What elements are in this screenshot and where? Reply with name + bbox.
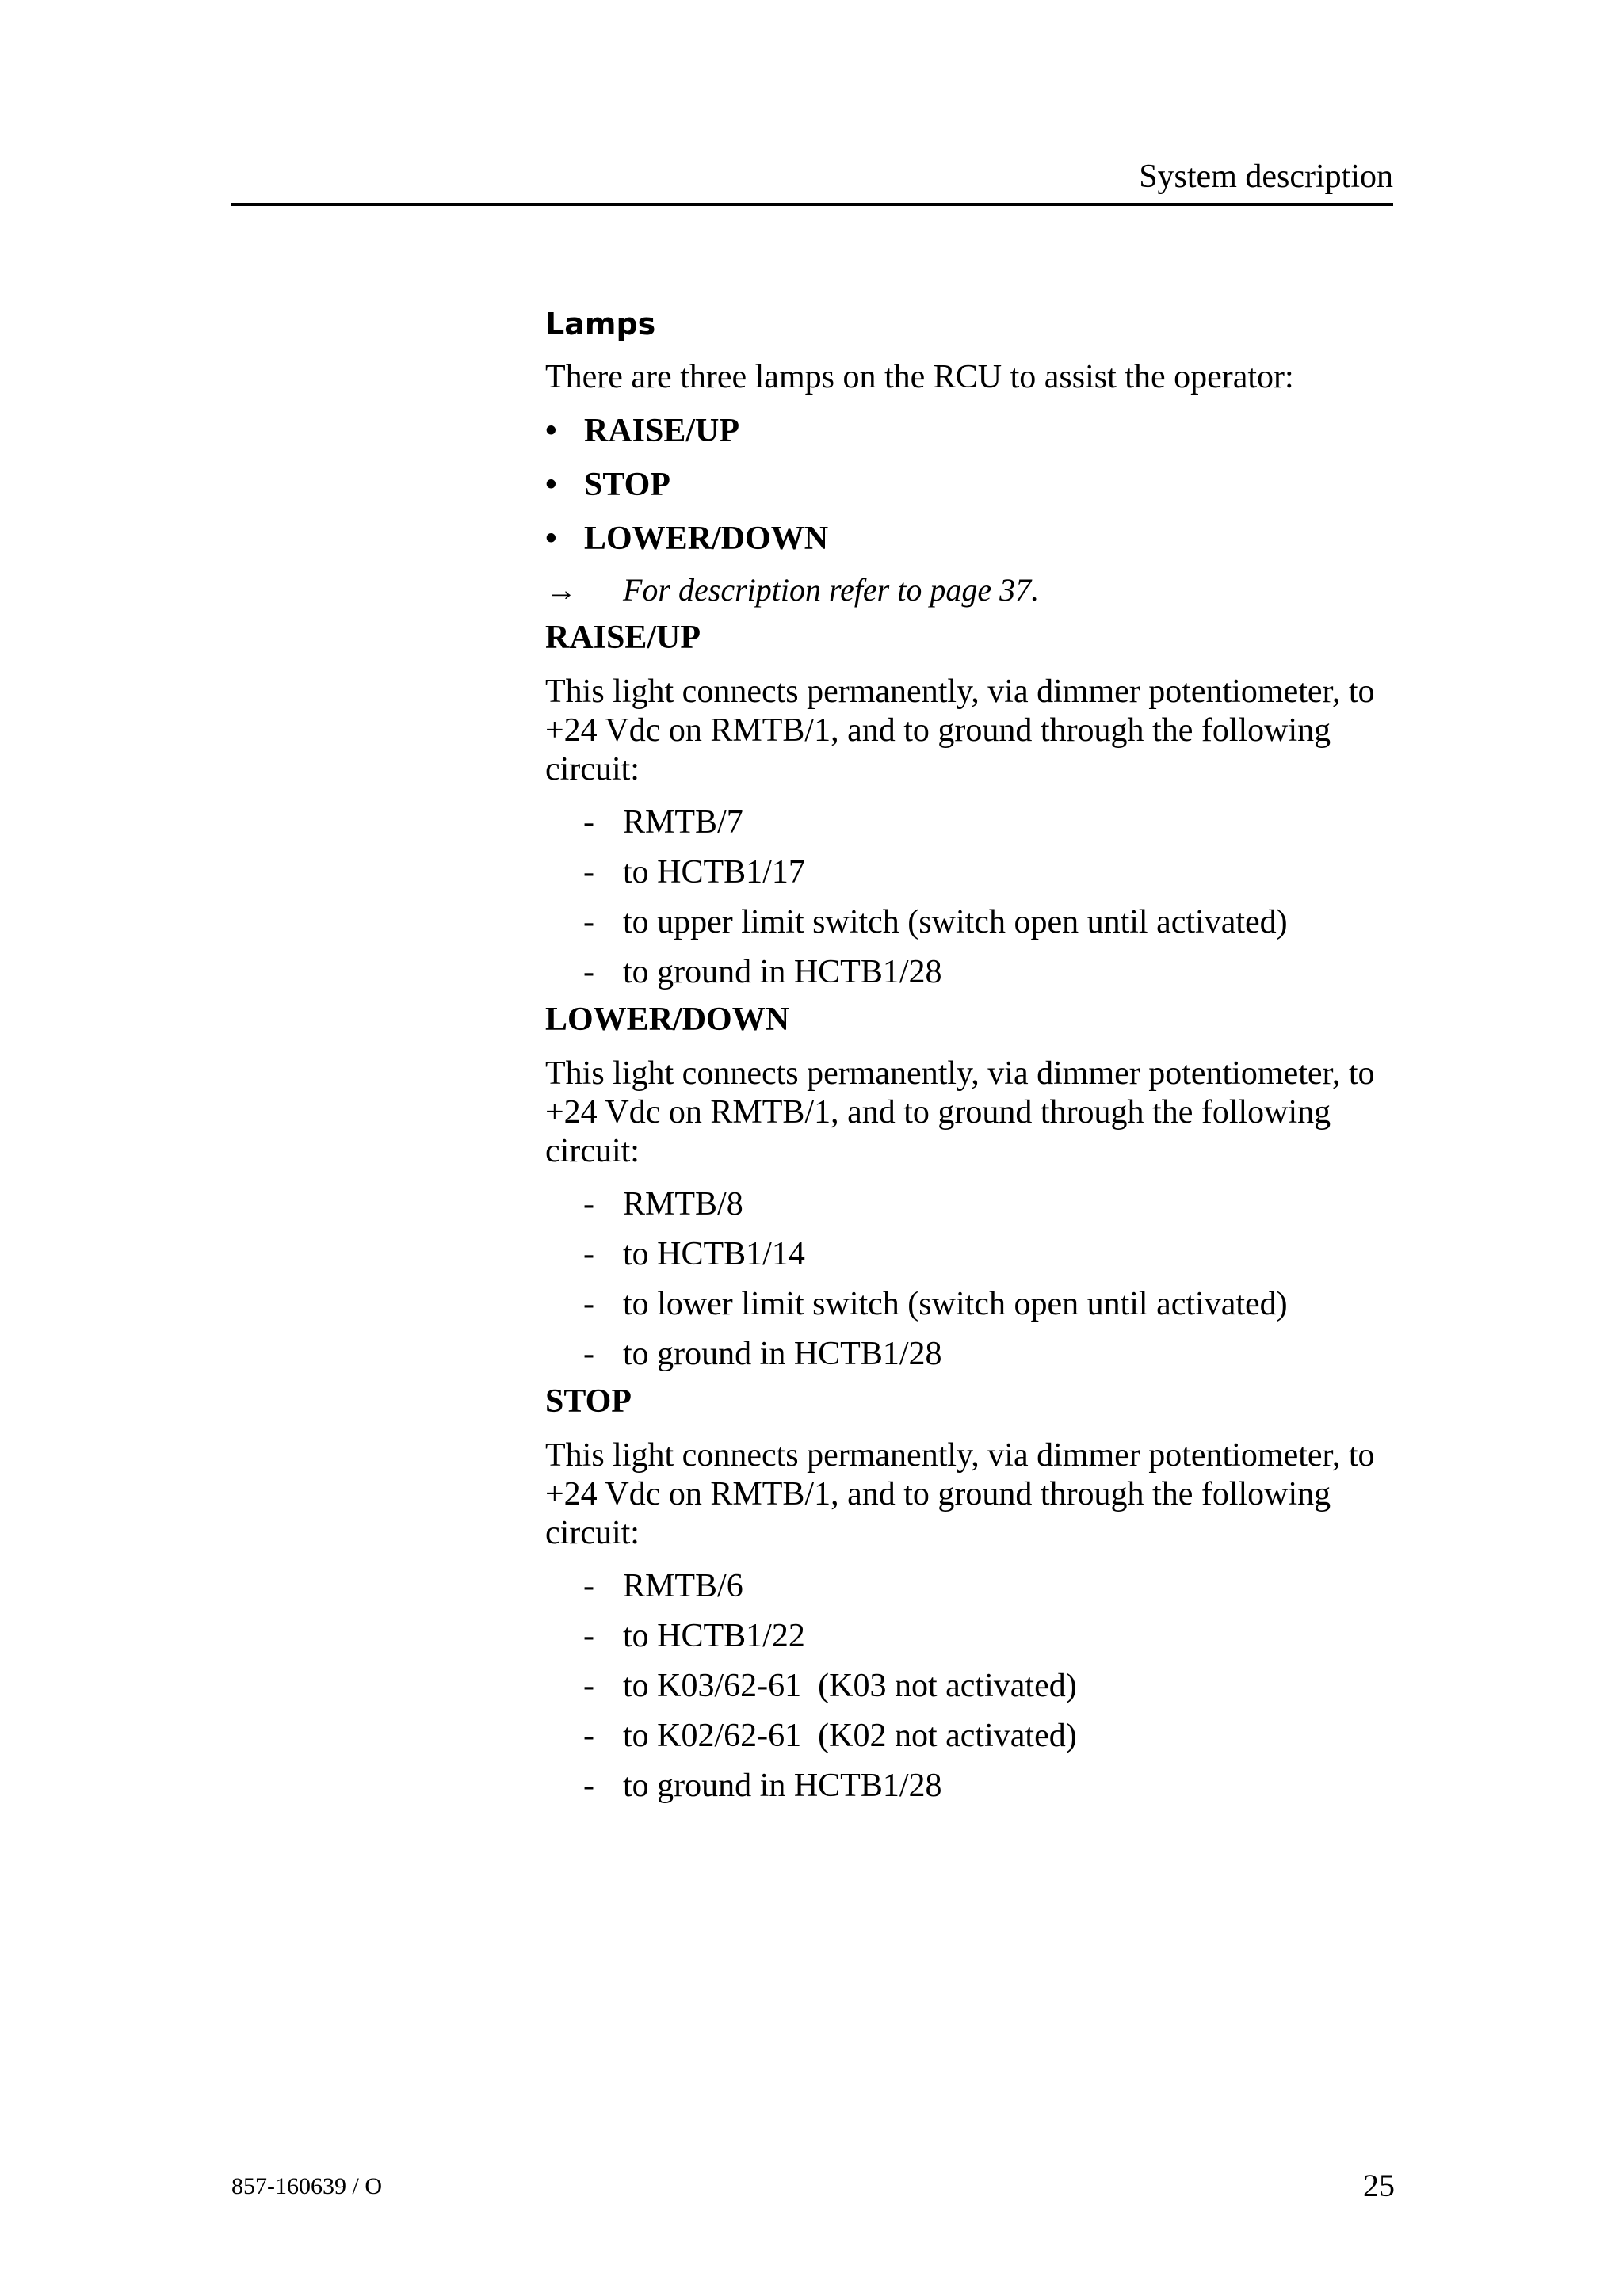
circuit-step-text: to ground in HCTB1/28 [623, 1336, 942, 1372]
bullet-icon: • [545, 467, 557, 503]
lamp-list-item [545, 465, 1401, 505]
footer-doc-number: 857-160639 / O [231, 2173, 382, 2199]
dash-marker: - [583, 1568, 594, 1604]
circuit-step [545, 1717, 1401, 1755]
dash-marker: - [583, 804, 594, 841]
circuit-step [545, 1617, 1401, 1655]
dash-marker: - [583, 954, 594, 990]
circuit-step [545, 1567, 1401, 1605]
dash-marker: - [583, 1286, 594, 1322]
circuit-step [545, 803, 1401, 841]
lamp-name: STOP [584, 467, 670, 503]
circuit-step-text: to HCTB1/17 [623, 854, 805, 891]
footer-page-number: 25 [1363, 2168, 1395, 2203]
circuit-step [545, 1667, 1401, 1705]
arrow-right-icon: → [545, 572, 577, 608]
circuit-step-text: RMTB/8 [623, 1186, 743, 1222]
circuit-step [545, 1285, 1401, 1323]
lamp-list-item [545, 519, 1401, 559]
circuit-step-text: RMTB/6 [623, 1568, 743, 1604]
bullet-icon: • [545, 521, 557, 557]
page-content [545, 306, 1401, 1805]
circuit-step-text: to ground in HCTB1/28 [623, 954, 942, 990]
dash-marker: - [583, 1718, 594, 1754]
circuit-step-text: to HCTB1/14 [623, 1236, 805, 1272]
lamp-name: RAISE/UP [584, 413, 740, 449]
subsection-description: This light connects permanently, via dimmer potentiometer, to +24 Vdc on RMTB/1, and to ground through the following circuit: [545, 673, 1375, 788]
circuit-step [545, 1235, 1401, 1273]
circuit-step-text: RMTB/7 [623, 804, 743, 841]
dash-marker: - [583, 1618, 594, 1654]
circuit-step-text: to lower limit switch (switch open until activated) [623, 1286, 1288, 1322]
cross-reference [545, 571, 1401, 609]
dash-marker: - [583, 1668, 594, 1704]
subsection-description: This light connects permanently, via dimmer potentiometer, to +24 Vdc on RMTB/1, and to ground through the following circuit: [545, 1055, 1375, 1169]
circuit-step-text: to HCTB1/22 [623, 1618, 805, 1654]
circuit-step [545, 1767, 1401, 1805]
circuit-step [545, 1185, 1401, 1223]
circuit-steps [545, 1185, 1401, 1373]
dash-marker: - [583, 1236, 594, 1272]
circuit-step [545, 903, 1401, 941]
circuit-step-text: to upper limit switch (switch open until activated) [623, 904, 1288, 940]
subsection-heading-stop: STOP [545, 1383, 632, 1420]
dash-marker: - [583, 1336, 594, 1372]
dash-marker: - [583, 854, 594, 891]
running-header [231, 155, 1393, 206]
lamp-list [545, 411, 1401, 559]
lamp-list-item [545, 411, 1401, 451]
circuit-step-text: to K03/62-61 (K03 not activated) [623, 1668, 1077, 1704]
subsection-description: This light connects permanently, via dimmer potentiometer, to +24 Vdc on RMTB/1, and to ground through the following circuit: [545, 1437, 1375, 1551]
circuit-step [545, 953, 1401, 991]
dash-marker: - [583, 1186, 594, 1222]
bullet-icon: • [545, 413, 557, 449]
circuit-step-text: to ground in HCTB1/28 [623, 1768, 942, 1804]
section-intro: There are three lamps on the RCU to assist the operator: [545, 359, 1294, 395]
lamp-name: LOWER/DOWN [584, 521, 829, 557]
section-title: Lamps [545, 307, 656, 341]
circuit-steps [545, 803, 1401, 991]
subsection-heading-raise-up: RAISE/UP [545, 620, 701, 656]
circuit-step [545, 853, 1401, 891]
dash-marker: - [583, 1768, 594, 1804]
circuit-step-text: to K02/62-61 (K02 not activated) [623, 1718, 1077, 1754]
circuit-steps [545, 1567, 1401, 1805]
header-title: System description [1139, 158, 1393, 195]
cross-reference-text: For description refer to page 37. [623, 572, 1040, 608]
subsection-heading-lower-down: LOWER/DOWN [545, 1001, 790, 1038]
circuit-step [545, 1335, 1401, 1373]
dash-marker: - [583, 904, 594, 940]
